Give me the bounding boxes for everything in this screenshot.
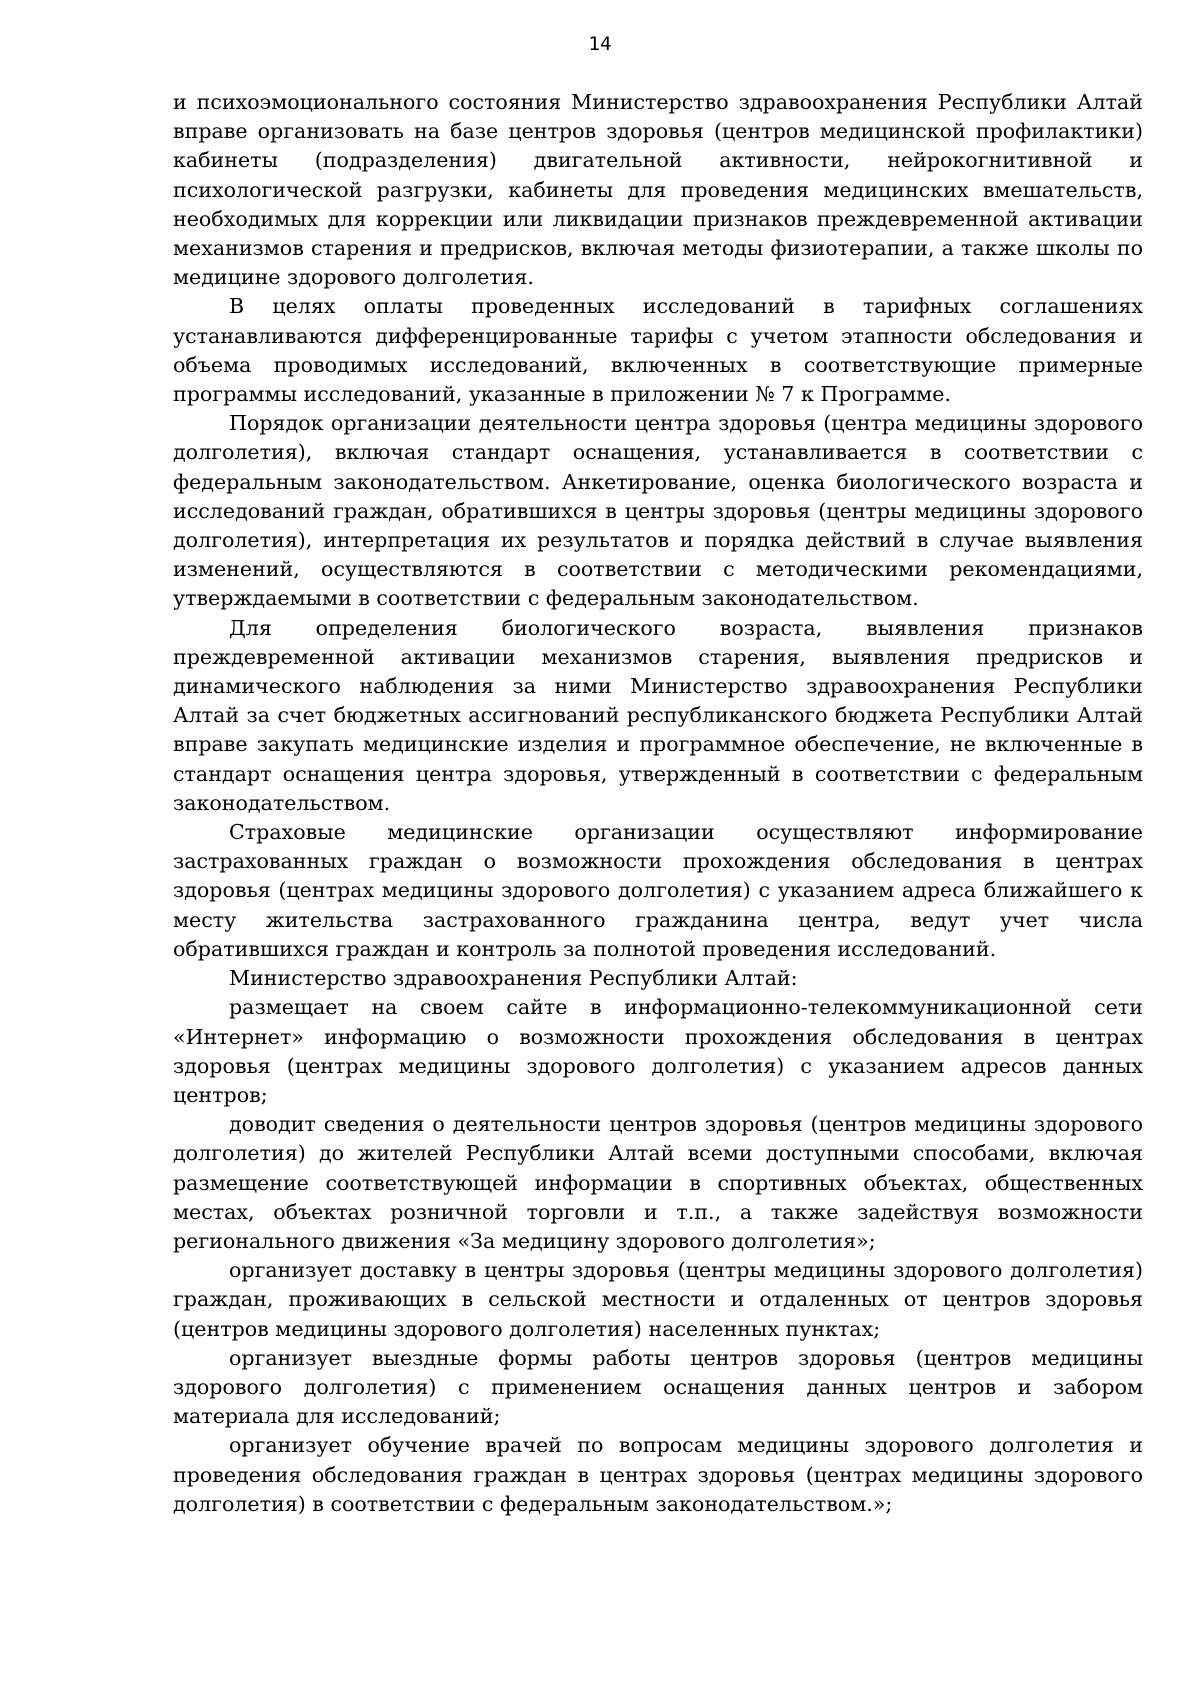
paragraph-biological-age: Для определения биологического возраста, выявления признаков преждевременной активации механизмов старения, выявления предрисков и динамического наблюдения за ними Министерство здравоохранения Республики Алтай за счет бюджетных ассигнований республиканского бюджета Республики Алтай вправе закупать медицинские изделия и программное обеспечение, не включенные в стандарт оснащения центра здоровья, утвержденный в соответствии с федеральным законодательством.	[173, 615, 1143, 815]
document-body	[173, 88, 1143, 1519]
list-item-inform-residents: доводит сведения о деятельности центров здоровья (центров медицины здорового долголетия) до жителей Республики Алтай всеми доступными способами, включая размещение соответствующей информации в спортивных объектах, общественных местах, объектах розничной торговли и т.п., а также задействуя возможности регионального движения «За медицину здорового долголетия»;	[173, 1112, 1143, 1253]
paragraph-continuation: и психоэмоционального состояния Министерство здравоохранения Республики Алтай вправе организовать на базе центров здоровья (центров медицинской профилактики) кабинеты (подразделения) двигательной активности, нейрокогнитивной и психологической разгрузки, кабинеты для проведения медицинских вмешательств, необходимых для коррекции или ликвидации признаков преждевременной активации механизмов старения и предрисков, включая методы физиотерапии, а также школы по медицине здорового долголетия.	[173, 90, 1143, 290]
list-item-website: размещает на своем сайте в информационно-телекоммуникационной сети «Интернет» информацию о возможности прохождения обследования в центрах здоровья (центрах медицины здорового долголетия) с указанием адресов данных центров;	[173, 995, 1143, 1107]
paragraph-insurance: Страховые медицинские организации осуществляют информирование застрахованных граждан о возможности прохождения обследования в центрах здоровья (центрах медицины здорового долголетия) с указанием адреса ближайшего к месту жительства застрахованного гражданина центра, ведут учет числа обратившихся граждан и контроль за полнотой проведения исследований.	[173, 820, 1143, 961]
page-number: 14	[588, 33, 612, 55]
paragraph-tariffs: В целях оплаты проведенных исследований в тарифных соглашениях устанавливаются дифференцированные тарифы с учетом этапности обследования и объема проводимых исследований, включенных в соответствующие примерные программы исследований, указанные в приложении № 7 к Программе.	[173, 294, 1143, 407]
list-item-training: организует обучение врачей по вопросам медицины здорового долголетия и проведения обследования граждан в центрах здоровья (центрах медицины здорового долголетия) в соответствии с федеральным законодательством.»;	[173, 1433, 1143, 1516]
list-item-mobile-work: организует выездные формы работы центров здоровья (центров медицины здорового долголетия) с применением оснащения данных центров и забором материала для исследований;	[173, 1345, 1143, 1429]
paragraph-ministry-heading: Министерство здравоохранения Республики Алтай:	[229, 966, 798, 991]
paragraph-procedure: Порядок организации деятельности центра здоровья (центра медицины здорового долголетия), включая стандарт оснащения, устанавливается в соответствии с федеральным законодательством. Анкетирование, оценка биологического возраста и исследований граждан, обратившихся в центры здоровья (центры медицины здорового долголетия), интерпретация их результатов и порядка действий в случае выявления изменений, осуществляются в соответствии с методическими рекомендациями, утверждаемыми в соответствии с федеральным законодательством.	[173, 411, 1143, 611]
list-item-delivery: организует доставку в центры здоровья (центры медицины здорового долголетия) граждан, проживающих в сельской местности и отдаленных от центров здоровья (центров медицины здорового долголетия) населенных пунктах;	[173, 1258, 1143, 1341]
